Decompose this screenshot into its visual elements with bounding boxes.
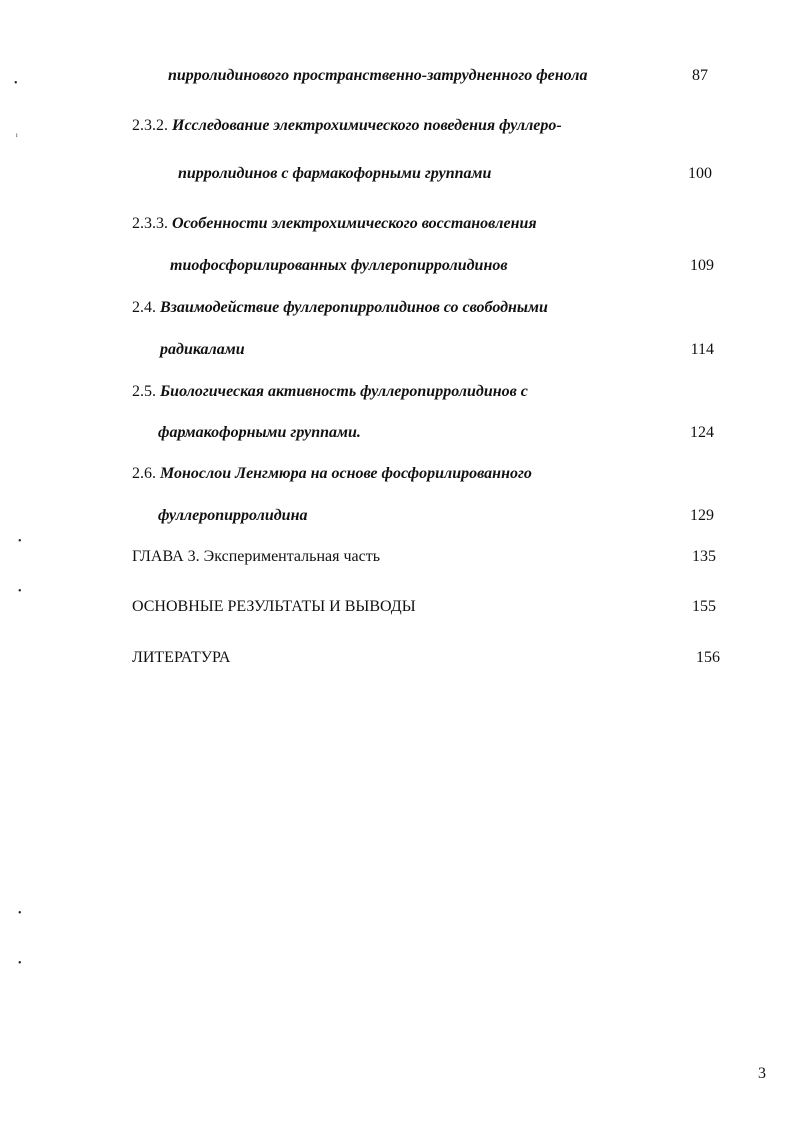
toc-entry-title: ЛИТЕРАТУРА — [132, 649, 231, 666]
toc-entry-page: 87 — [692, 67, 708, 84]
toc-entry-page: 135 — [692, 548, 716, 565]
toc-entry-title: ГЛАВА 3. Экспериментальная часть — [132, 548, 380, 565]
toc-entry-number: 2.6. — [132, 465, 156, 482]
toc-entry-page: 129 — [690, 507, 714, 524]
toc-entry-title: радикалами — [160, 341, 245, 358]
toc-entry-page: 156 — [696, 649, 720, 666]
toc-entry-number: 2.5. — [132, 383, 156, 400]
toc-entry-page: 155 — [692, 598, 716, 615]
toc-entry-page: 100 — [688, 165, 712, 182]
toc-entry-title: 2.4. Взаимодействие фуллеропирролидинов со свободными — [132, 299, 548, 316]
scan-mark: • — [18, 958, 22, 969]
toc-entry-title: 2.6. Монослои Ленгмюра на основе фосфорилированного — [132, 465, 532, 482]
scan-mark: • — [18, 536, 22, 547]
page-number: 3 — [758, 1065, 766, 1082]
scan-mark: • — [18, 908, 22, 919]
toc-entry-title: фармакофорными группами. — [158, 424, 361, 441]
toc-entry-title: ОСНОВНЫЕ РЕЗУЛЬТАТЫ И ВЫВОДЫ — [132, 598, 416, 615]
toc-entry-page: 109 — [690, 257, 714, 274]
toc-entry-number: 2.4. — [132, 299, 156, 316]
toc-entry-title: пирролидинов с фармакофорными группами — [178, 165, 492, 182]
toc-entry-title: 2.3.3. Особенности электрохимического восстановления — [132, 215, 537, 232]
toc-entry-title: 2.5. Биологическая активность фуллеропирролидинов с — [132, 383, 528, 400]
toc-entry-page: 124 — [690, 424, 714, 441]
toc-entry-number: 2.3.3. — [132, 215, 168, 232]
scan-mark: • — [18, 586, 22, 597]
toc-entry-page: 114 — [690, 341, 714, 358]
toc-entry-title: фуллеропирролидина — [158, 507, 308, 524]
toc-entry-number: 2.3.2. — [132, 117, 168, 134]
scan-mark: ᵢ — [16, 128, 18, 139]
toc-entry-title: пирролидинового пространственно-затрудненного фенола — [168, 67, 588, 84]
scan-mark: • — [14, 78, 18, 89]
toc-entry-title: 2.3.2. Исследование электрохимического поведения фуллеро- — [132, 117, 562, 134]
toc-entry-title: тиофосфорилированных фуллеропирролидинов — [170, 257, 508, 274]
